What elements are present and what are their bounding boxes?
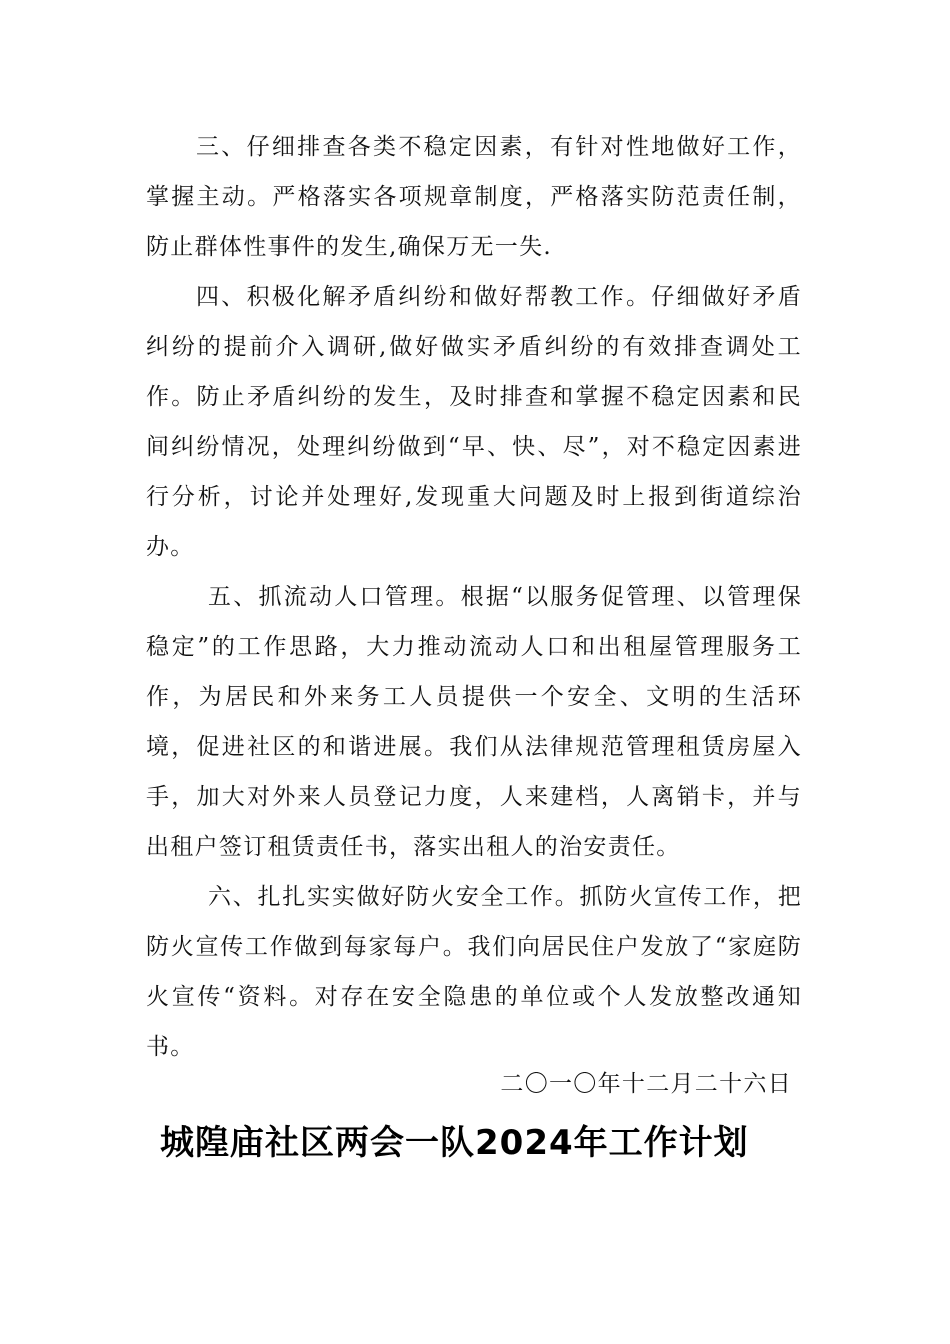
document-date: 二〇一〇年十二月二十六日 — [500, 1071, 792, 1097]
next-document-title: 城隍庙社区两会一队2024年工作计划 — [160, 1123, 749, 1163]
document-body — [146, 122, 802, 1072]
paragraph-five: 五、抓流动人口管理。根据“以服务促管理、以管理保稳定”的工作思路，大力推动流动人口和出租屋管理服务工作，为居民和外来务工人员提供一个安全、文明的生活环境，促进社区的和谐进展。我们从法律规范管理租赁房屋入手，加大对外来人员登记力度，人来建档，人离销卡，并与出租户签订租赁责任书，落实出租人的治安责任。 — [146, 584, 802, 860]
paragraph-six: 六、扎扎实实做好防火安全工作。抓防火宣传工作，把防火宣传工作做到每家每户。我们向居民住户发放了“家庭防火宣传“资料。对存在安全隐患的单位或个人发放整改通知书。 — [146, 884, 802, 1060]
paragraph-four: 四、积极化解矛盾纠纷和做好帮教工作。仔细做好矛盾纠纷的提前介入调研,做好做实矛盾纠纷的有效排查调处工作。防止矛盾纠纷的发生，及时排查和掌握不稳定因素和民间纠纷情况，处理纠纷做到“早、快、尽”，对不稳定因素进行分析，讨论并处理好,发现重大问题及时上报到街道综治办。 — [146, 284, 802, 560]
paragraph-three: 三、仔细排查各类不稳定因素，有针对性地做好工作，掌握主动。严格落实各项规章制度，严格落实防范责任制，防止群体性事件的发生,确保万无一失. — [146, 134, 802, 260]
